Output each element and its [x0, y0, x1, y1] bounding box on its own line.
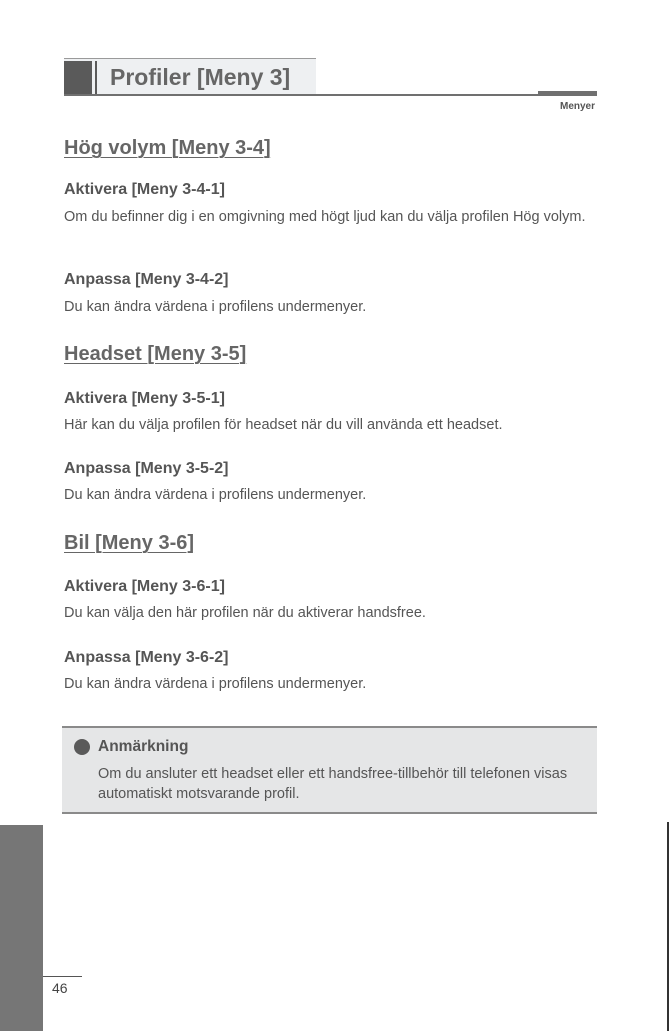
title-divider [95, 61, 97, 94]
paragraph-anpassa-3-5-2: Du kan ändra värdena i profilens undermenyer. [64, 487, 367, 503]
chapter-side-tab [0, 825, 43, 1031]
note-text: Om du ansluter ett headset eller ett handsfree-tillbehör till telefonen visas automatiskt motsvarande profil. [98, 766, 568, 802]
paragraph-anpassa-3-6-2: Du kan ändra värdena i profilens undermenyer. [64, 676, 367, 692]
section-heading-bil: Bil [Meny 3-6] [64, 532, 195, 554]
note-box [62, 726, 597, 814]
section-heading-hog-volym: Hög volym [Meny 3-4] [64, 137, 271, 159]
paragraph-aktivera-3-5-1: Här kan du välja profilen för headset när du vill använda ett headset. [64, 417, 503, 433]
page-number-rule [43, 976, 82, 977]
subheading-anpassa-3-6-2: Anpassa [Meny 3-6-2] [64, 649, 229, 666]
note-bullet-icon [74, 739, 90, 755]
chapter-title-bar [64, 58, 316, 96]
paragraph-aktivera-3-4-1: Om du befinner dig i en omgivning med högt ljud kan du välja profilen Hög volym. [64, 209, 586, 225]
header-rule [64, 94, 597, 96]
paragraph-anpassa-3-4-2: Du kan ändra värdena i profilens undermenyer. [64, 299, 367, 315]
subheading-anpassa-3-5-2: Anpassa [Meny 3-5-2] [64, 460, 229, 477]
chapter-square-icon [64, 61, 92, 94]
chapter-title: Profiler [Meny 3] [110, 64, 291, 90]
paragraph-aktivera-3-6-1: Du kan välja den här profilen när du aktiverar handsfree. [64, 605, 426, 621]
note-title: Anmärkning [98, 738, 189, 755]
section-marker-bar [538, 91, 597, 95]
section-label: Menyer [559, 101, 595, 112]
subheading-aktivera-3-6-1: Aktivera [Meny 3-6-1] [64, 578, 225, 595]
page-number: 46 [52, 980, 68, 996]
subheading-aktivera-3-5-1: Aktivera [Meny 3-5-1] [64, 390, 225, 407]
subheading-aktivera-3-4-1: Aktivera [Meny 3-4-1] [64, 181, 225, 198]
subheading-anpassa-3-4-2: Anpassa [Meny 3-4-2] [64, 271, 229, 288]
section-heading-headset: Headset [Meny 3-5] [64, 343, 247, 365]
